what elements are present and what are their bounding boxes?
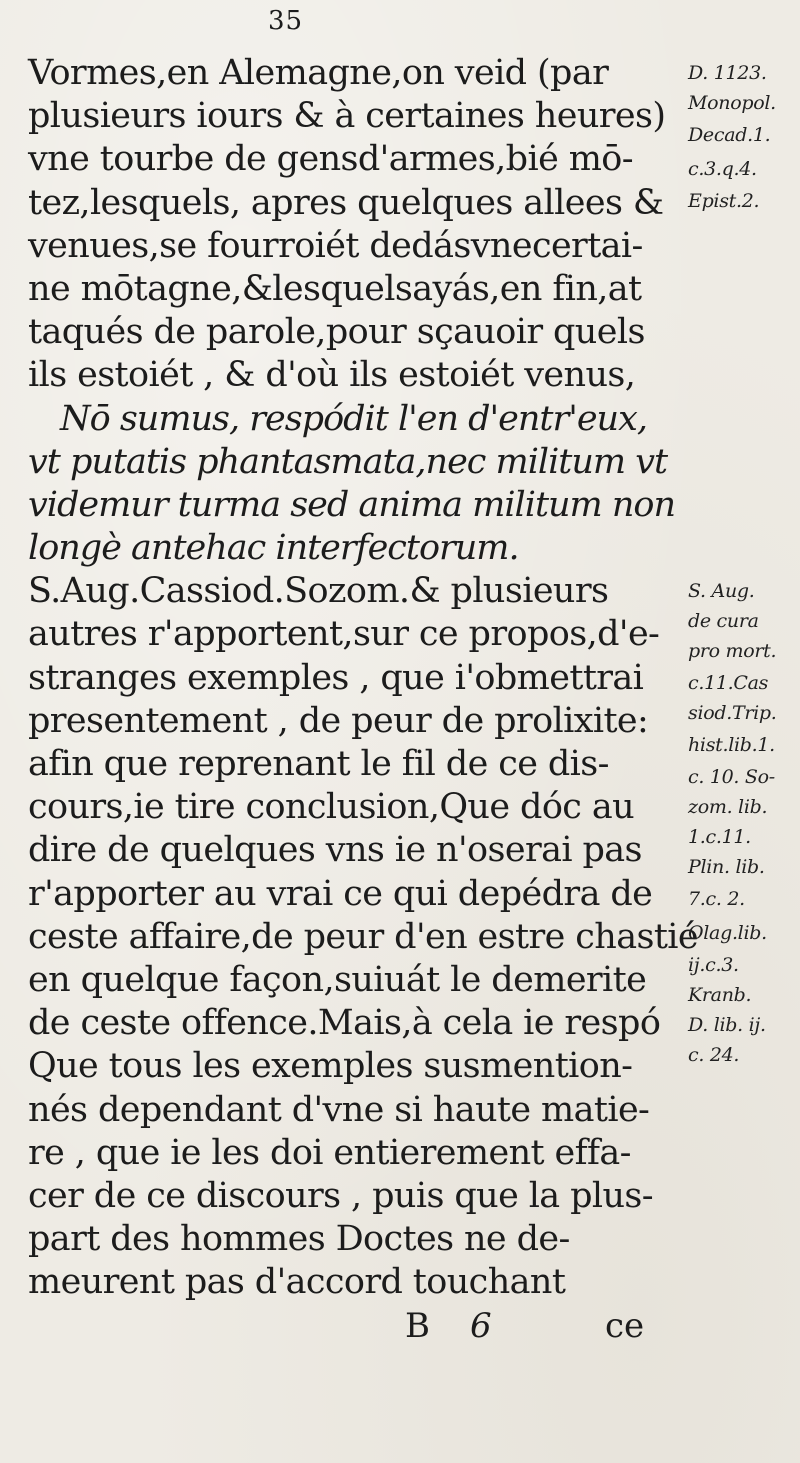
text-line: cer de ce discours , puis que la plus- xyxy=(28,1175,654,1216)
marginal-note: S. Aug. xyxy=(688,580,755,602)
text-line: Vormes,en Alemagne,on veid (par xyxy=(28,53,609,93)
text-line: vne tourbe de gensd'armes,bié mō- xyxy=(28,139,634,180)
text-line: dire de quelques vns ie n'oserai pas xyxy=(28,830,642,871)
text-line: de ceste offence.Mais,à cela ie respó xyxy=(28,1003,661,1044)
text-line: ceste affaire,de peur d'en estre chastié xyxy=(28,916,699,957)
marginal-note: c. 10. So- xyxy=(688,766,775,788)
marginal-note: hist.lib.1. xyxy=(688,734,775,756)
text-line: vt putatis phantasmata,nec militum vt xyxy=(28,441,668,482)
text-line: en quelque façon,suiuát le demerite xyxy=(28,959,647,1000)
marginal-note: 7.c. 2. xyxy=(688,888,745,910)
marginal-note: 1.c.11. xyxy=(688,826,751,848)
marginal-note: de cura xyxy=(688,610,759,632)
text-line: part des hommes Doctes ne de- xyxy=(28,1219,570,1260)
text-line: ne mōtagne,&lesquelsayás,en fin,at xyxy=(28,268,642,309)
marginal-note: D. lib. ij. xyxy=(688,1014,766,1036)
text-line: ils estoiét , & d'où ils estoiét venus, xyxy=(28,355,636,396)
marginal-note: pro mort. xyxy=(688,640,777,662)
marginal-note: Kranb. xyxy=(688,984,752,1006)
text-line: taqués de parole,pour sçauoir quels xyxy=(28,312,645,353)
text-line: presentement , de peur de prolixite: xyxy=(28,700,649,741)
marginal-note: D. 1123. xyxy=(688,62,767,84)
marginal-note: zom. lib. xyxy=(688,796,768,818)
text-line: Nō sumus, respódit l'en d'entr'eux, xyxy=(60,398,647,439)
marginal-note: siod.Trip. xyxy=(688,702,777,724)
text-line: S.Aug.Cassiod.Sozom.& plusieurs xyxy=(28,571,609,612)
text-line: r'apporter au vrai ce qui depédra de xyxy=(28,873,653,914)
text-line: tez,lesquels, apres quelques allees & xyxy=(28,182,664,223)
text-line: meurent pas d'accord touchant xyxy=(28,1262,566,1303)
text-line: videmur turma sed anima militum non xyxy=(28,484,676,525)
marginal-note: ij.c.3. xyxy=(688,954,739,976)
text-line: plusieurs iours & à certaines heures) xyxy=(28,96,666,137)
text-line: afin que reprenant le fil de ce dis- xyxy=(28,744,609,784)
marginal-note: Decad.1. xyxy=(688,124,771,146)
signature-number: 6 xyxy=(470,1306,492,1346)
text-line: nés dependant d'vne si haute matie- xyxy=(28,1089,650,1130)
marginal-note: c.3.q.4. xyxy=(688,158,757,180)
marginal-note: Epist.2. xyxy=(688,190,760,212)
text-line: cours,ie tire conclusion,Que dóc au xyxy=(28,787,635,828)
marginal-note: c. 24. xyxy=(688,1044,740,1066)
signature-mark: B xyxy=(405,1306,430,1346)
marginal-note: Plin. lib. xyxy=(688,856,765,878)
marginal-note: c.11.Cas xyxy=(688,672,769,694)
marginal-note: Monopol. xyxy=(688,92,776,114)
text-line: autres r'apportent,sur ce propos,d'e- xyxy=(28,614,660,655)
marginal-note: Olag.lib. xyxy=(688,922,767,944)
text-line: re , que ie les doi entierement effa- xyxy=(28,1132,631,1173)
catchword: ce xyxy=(605,1306,645,1346)
text-line: Que tous les exemples susmention- xyxy=(28,1046,633,1087)
page-number: 35 xyxy=(268,6,304,36)
text-line: venues,se fourroiét dedásvnecertai- xyxy=(28,225,643,266)
text-line: stranges exemples , que i'obmettrai xyxy=(28,657,644,698)
main-text xyxy=(28,52,699,1304)
text-line: longè antehac interfectorum. xyxy=(28,528,519,569)
